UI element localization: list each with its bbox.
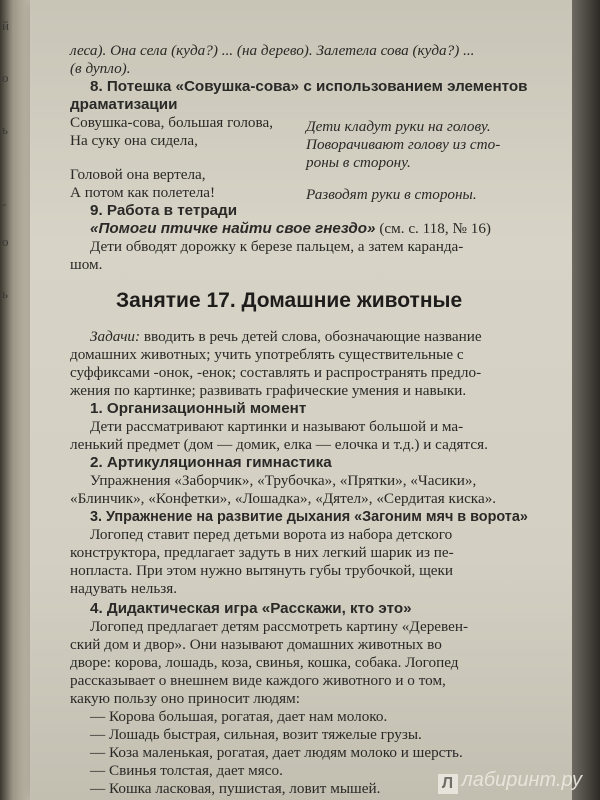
text-line: домашних животных; учить употреблять существительные с xyxy=(70,346,464,363)
stage-direction: роны в сторону. xyxy=(306,154,411,171)
text-line: «Блинчик», «Конфетки», «Лошадка», «Дятел», «Сердитая киска». xyxy=(70,490,497,507)
text-line: суффиксами -онок, -енок; составлять и распространять предло- xyxy=(70,364,482,381)
text-line: Дети рассматривают картинки и называют большой и ма- xyxy=(90,418,464,435)
adjacent-page-fragment: й xyxy=(2,18,9,33)
dialogue-line: — Корова большая, рогатая, дает нам молоко. xyxy=(90,708,388,725)
tasks-label: Задачи: xyxy=(90,328,141,345)
section-heading: 1. Организационный момент xyxy=(90,400,307,417)
text-line: конструктора, предлагает задуть в них легкий шарик из пе- xyxy=(70,544,454,561)
page-stack-edge xyxy=(572,0,600,800)
text-line: Дети обводят дорожку к березе пальцем, а затем каранда- xyxy=(90,238,464,255)
text-line: надувать нельзя. xyxy=(70,580,178,597)
dialogue-line: — Коза маленькая, рогатая, дает людям молоко и шерсть. xyxy=(90,744,463,761)
text-line: дворе: корова, лошадь, коза, свинья, кошка, собака. Логопед xyxy=(70,654,459,671)
adjacent-page-fragment: о xyxy=(2,234,9,249)
rhyme-line: Головой она вертела, xyxy=(70,166,206,183)
adjacent-page-fragment: - xyxy=(2,196,7,211)
stage-direction: Дети кладут руки на голову. xyxy=(306,118,491,135)
text-line: ский дом и двор». Они называют домашних животных во xyxy=(70,636,442,653)
section-heading: драматизации xyxy=(70,96,178,113)
section-heading: 2. Артикуляционная гимнастика xyxy=(90,454,332,471)
dialogue-line: — Кошка ласковая, пушистая, ловит мышей. xyxy=(90,780,381,797)
watermark-text: лабиринт.ру xyxy=(461,769,582,791)
lesson-title: Занятие 17. Домашние животные xyxy=(116,289,463,312)
text-line: леса). Она села (куда?) ... (на дерево). Залетела сова (куда?) ... xyxy=(70,42,475,59)
book-page xyxy=(30,0,578,800)
text-line: (в дупло). xyxy=(70,60,131,77)
dialogue-line: — Лошадь быстрая, сильная, возит тяжелые грузы. xyxy=(90,726,422,743)
stage-direction: Поворачивают голову из сто- xyxy=(306,136,501,153)
adjacent-page-fragment: ь xyxy=(2,122,8,137)
text-line: рассказывает о внешнем виде каждого животного и о том, xyxy=(70,672,446,689)
adjacent-page-fragment: ь xyxy=(2,286,8,301)
section-heading: 4. Дидактическая игра «Расскажи, кто это» xyxy=(90,600,412,617)
text-line: Логопед ставит перед детьми ворота из набора детского xyxy=(90,526,453,543)
rhyme-line: А потом как полетела! xyxy=(70,184,216,201)
rhyme-line: На суку она сидела, xyxy=(70,132,198,149)
text-line: жения по картинке; развивать графические умения и навыки. xyxy=(70,382,467,399)
adjacent-page-fragment: о xyxy=(2,70,9,85)
text-line xyxy=(90,220,491,238)
task-reference: (см. с. 118, № 16) xyxy=(379,220,491,237)
section-heading: 9. Работа в тетради xyxy=(90,202,238,219)
labirint-logo-icon: Л xyxy=(438,774,458,794)
text-line: Упражнения «Заборчик», «Трубочка», «Прятки», «Часики», xyxy=(90,472,477,489)
section-heading: 8. Потешка «Совушка-сова» с использованием элементов xyxy=(90,78,528,95)
stage-direction: Разводят руки в стороны. xyxy=(306,186,477,203)
task-title: «Помоги птичке найти свое гнездо» xyxy=(90,220,376,237)
watermark xyxy=(438,769,582,794)
text-line: нопласта. При этом нужно вытянуть губы трубочкой, щеки xyxy=(70,562,454,579)
text-line: шом. xyxy=(70,256,103,273)
text-line: Логопед предлагает детям рассмотреть картину «Деревен- xyxy=(90,618,469,635)
adjacent-page-edge xyxy=(0,0,32,800)
text-line: какую пользу оно приносит людям: xyxy=(70,690,300,707)
rhyme-line: Совушка-сова, большая голова, xyxy=(70,114,274,131)
text-line: ленький предмет (дом — домик, елка — елочка и т.д.) и садятся. xyxy=(70,436,488,453)
section-heading: 3. Упражнение на развитие дыхания «Загоним мяч в ворота» xyxy=(90,509,528,525)
text-line: Задачи: вводить в речь детей слова, обозначающие название xyxy=(90,328,482,345)
dialogue-line: — Свинья толстая, дает мясо. xyxy=(90,762,283,779)
